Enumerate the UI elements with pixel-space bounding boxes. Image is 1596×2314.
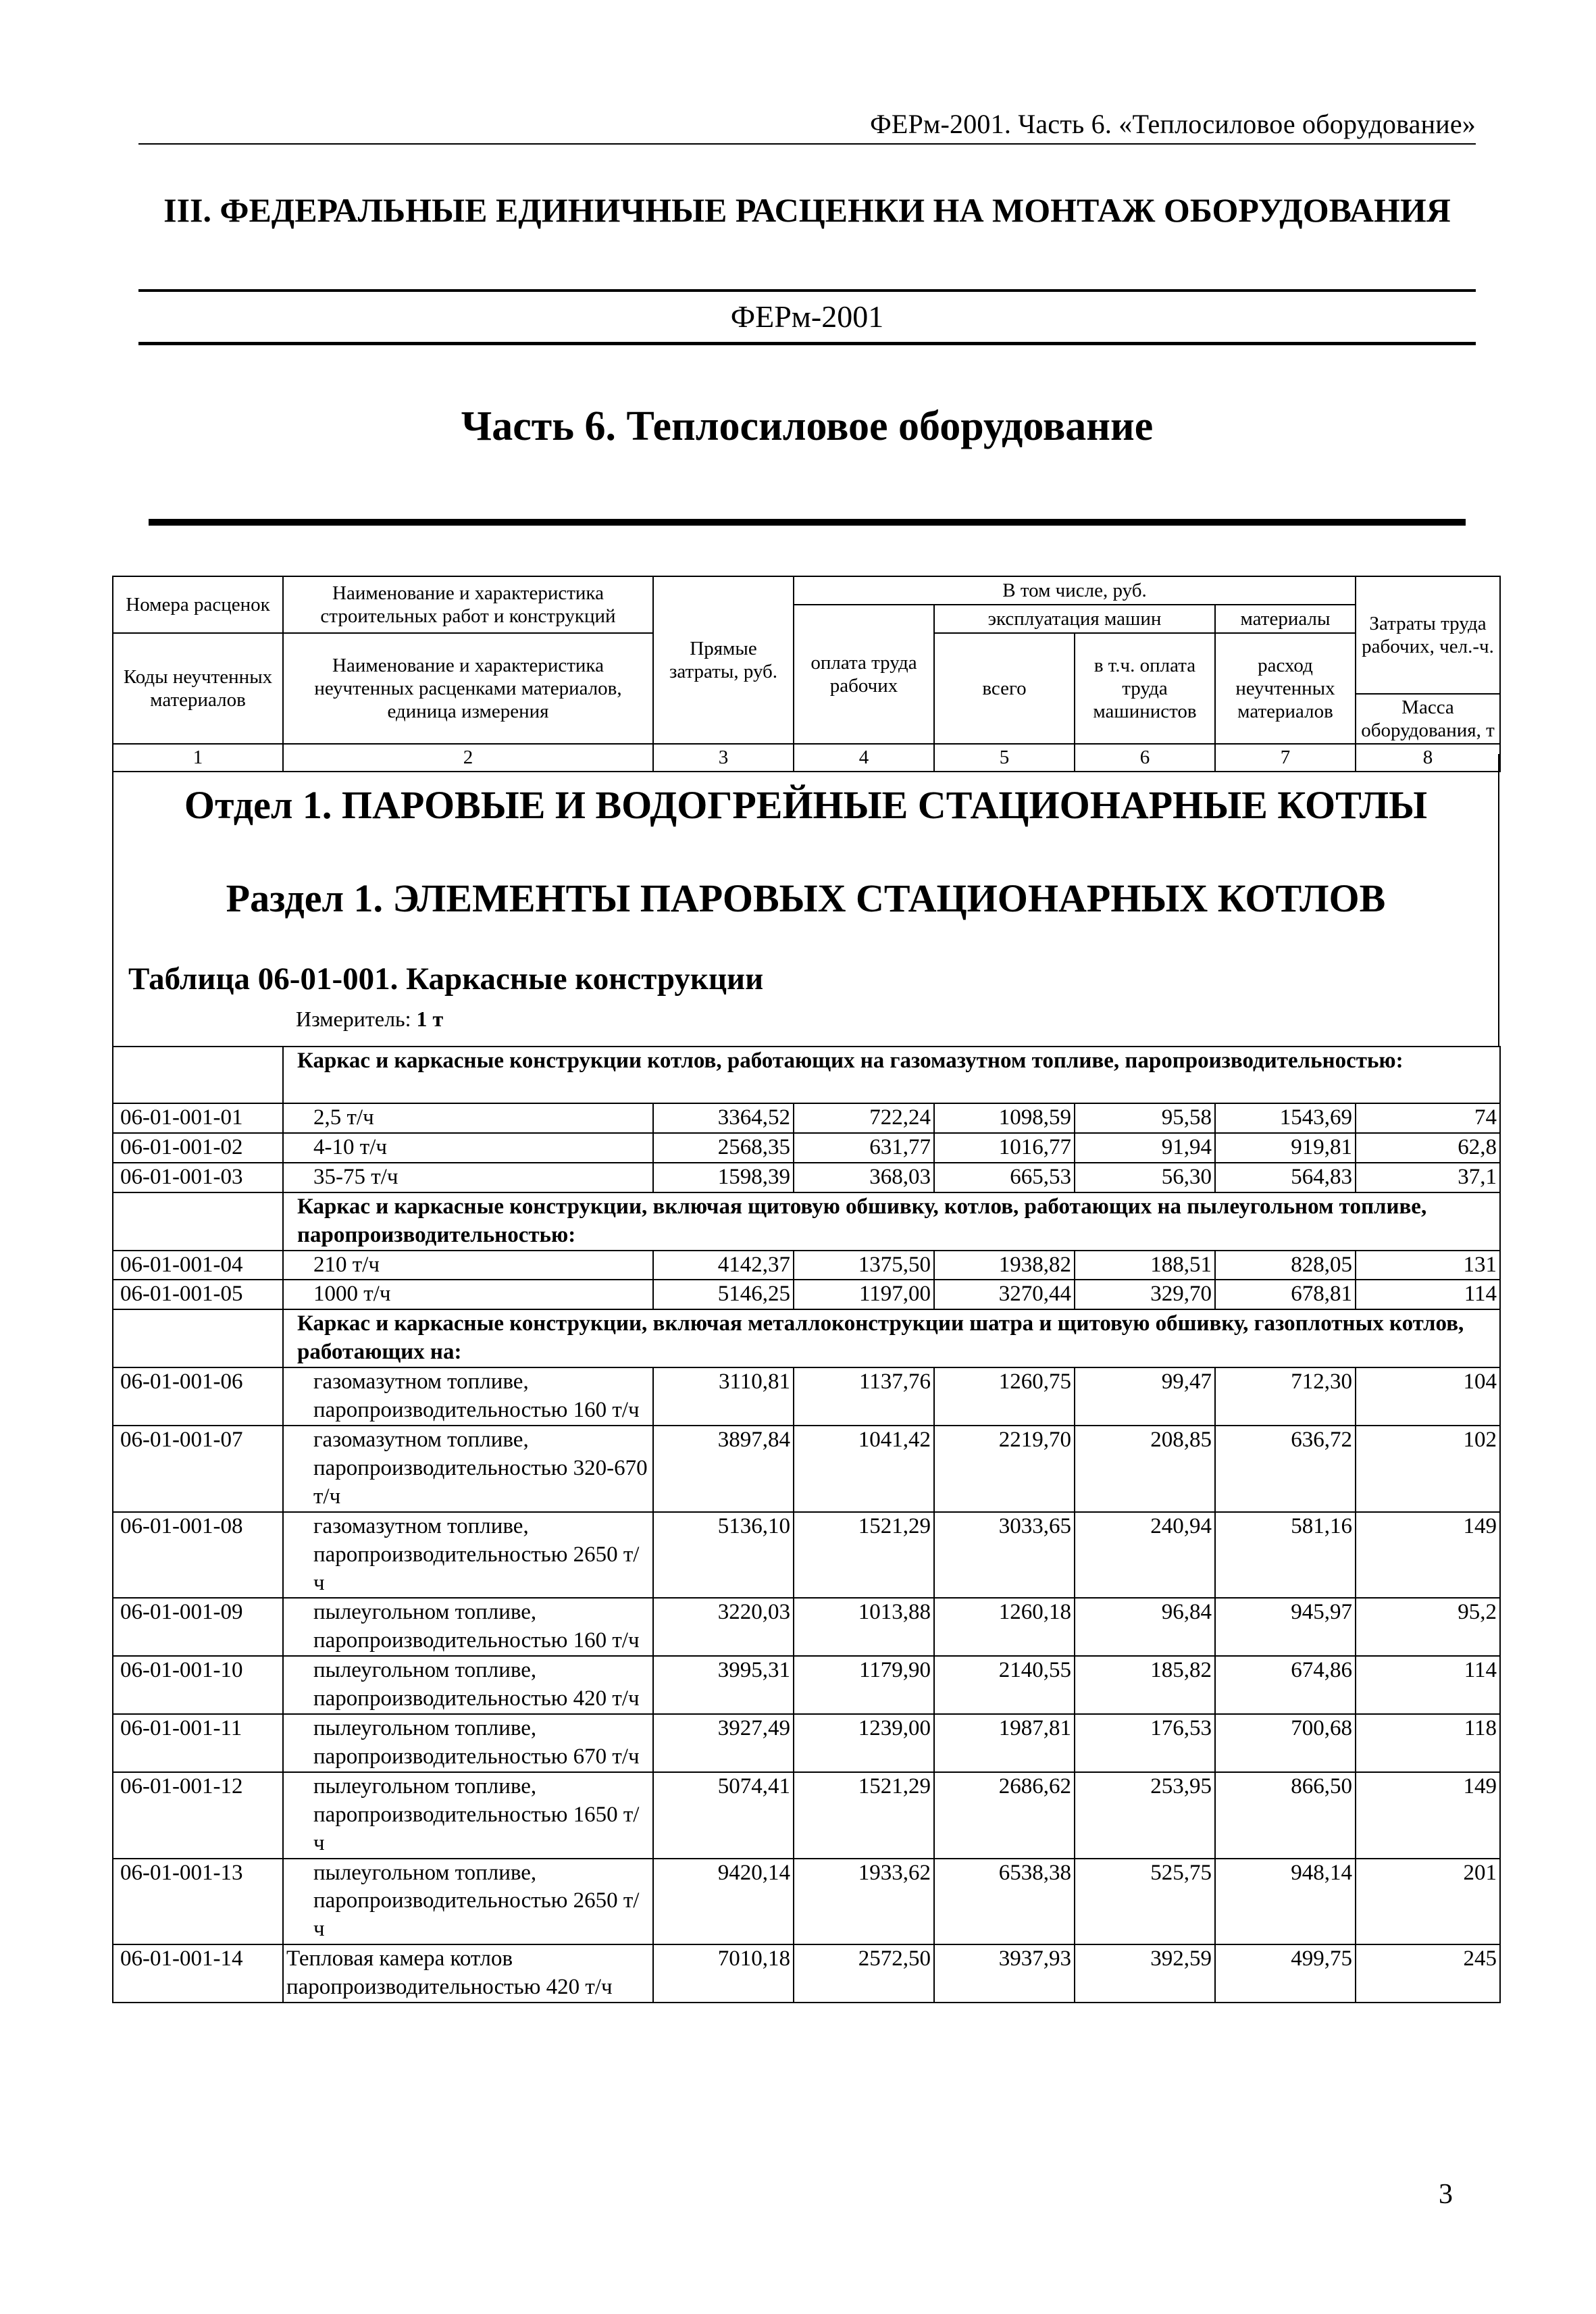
value-hours: 201: [1356, 1859, 1500, 1945]
group-header-row: [113, 1192, 1500, 1251]
group-heading: Каркас и каркасные конструкции, включая щитовую обшивку, котлов, работающих на пылеугольном топливе, паропроизводительностью:: [283, 1192, 1500, 1251]
value-mach: 3270,44: [934, 1280, 1075, 1309]
rate-code: 06-01-001-09: [113, 1598, 283, 1656]
value-labor: 1933,62: [794, 1859, 934, 1945]
value-labor: 631,77: [794, 1133, 934, 1163]
rate-name: [283, 1598, 653, 1656]
value-labor: 1197,00: [794, 1280, 934, 1309]
value-hours: 114: [1356, 1280, 1500, 1309]
value-mach: 1098,59: [934, 1103, 1075, 1133]
value-hours: 118: [1356, 1714, 1500, 1772]
measure-value: 1 т: [416, 1007, 444, 1031]
col-equipment-mass-header: Масса оборудования, т: [1356, 694, 1500, 744]
rate-name: [283, 1512, 653, 1599]
department-title: Отдел 1. ПАРОВЫЕ И ВОДОГРЕЙНЫЕ СТАЦИОНАРНЫЕ КОТЛЫ: [184, 783, 1428, 827]
value-direct: 5074,41: [653, 1772, 794, 1859]
part-title: Часть 6. Теплосиловое оборудование: [461, 403, 1154, 449]
col-machinists-pay-header: в т.ч. оплата труда машинистов: [1075, 633, 1215, 744]
rate-name: [283, 1251, 653, 1280]
rate-name-text: газомазутном топливе, паропроизводительностью 2650 т/ч: [313, 1513, 640, 1595]
rate-code: 06-01-001-01: [113, 1103, 283, 1133]
measure-unit: [296, 1007, 443, 1032]
group-code-cell: [113, 1309, 283, 1367]
value-labor: 1521,29: [794, 1772, 934, 1859]
value-mach: 6538,38: [934, 1859, 1075, 1945]
value-mach-labor: 96,84: [1075, 1598, 1215, 1656]
rate-code: 06-01-001-13: [113, 1859, 283, 1945]
value-mach: 3033,65: [934, 1512, 1075, 1599]
value-mach: 2686,62: [934, 1772, 1075, 1859]
value-mat: 636,72: [1215, 1426, 1356, 1512]
part-rule: [149, 519, 1466, 526]
column-number: 4: [794, 744, 934, 771]
col-labor-pay-header: оплата труда рабочих: [794, 605, 934, 744]
value-mat: 712,30: [1215, 1367, 1356, 1426]
rate-code: 06-01-001-08: [113, 1512, 283, 1599]
header-rule: [138, 143, 1476, 145]
rate-name: [283, 1944, 653, 2003]
code-rule-top: [138, 289, 1476, 292]
table-row: [113, 1426, 1500, 1512]
value-direct: 3927,49: [653, 1714, 794, 1772]
rate-code: 06-01-001-04: [113, 1251, 283, 1280]
group-heading: Каркас и каркасные конструкции, включая металлоконструкции шатра и щитовую обшивку, газоплотных котлов, работающих на:: [283, 1309, 1500, 1367]
table-row: [113, 1598, 1500, 1656]
rate-name-text: 1000 т/ч: [313, 1282, 391, 1307]
page-number: 3: [1439, 2179, 1453, 2210]
value-mach-labor: 185,82: [1075, 1656, 1215, 1714]
group-header-row: [113, 1047, 1500, 1103]
group-code-cell: [113, 1192, 283, 1251]
rate-name: [283, 1133, 653, 1163]
value-mach-labor: 91,94: [1075, 1133, 1215, 1163]
value-direct: 5146,25: [653, 1280, 794, 1309]
rate-name: [283, 1859, 653, 1945]
rate-name-text: Тепловая камера котлов паропроизводительностью 420 т/ч: [286, 1946, 613, 2000]
rate-name-text: 35-75 т/ч: [313, 1164, 398, 1189]
section-title: Раздел 1. ЭЛЕМЕНТЫ ПАРОВЫХ СТАЦИОНАРНЫХ КОТЛОВ: [226, 876, 1386, 920]
rate-name: [283, 1163, 653, 1192]
table-row: [113, 1859, 1500, 1945]
value-hours: 245: [1356, 1944, 1500, 2003]
value-labor: 1041,42: [794, 1426, 934, 1512]
rate-code: 06-01-001-05: [113, 1280, 283, 1309]
table-row: [113, 1163, 1500, 1192]
rate-name-text: пылеугольном топливе, паропроизводительностью 420 т/ч: [313, 1658, 640, 1711]
rate-name-text: газомазутном топливе, паропроизводительностью 160 т/ч: [313, 1369, 640, 1423]
column-number: 1: [113, 744, 283, 771]
value-hours: 149: [1356, 1512, 1500, 1599]
value-mat: 866,50: [1215, 1772, 1356, 1859]
table-title: Таблица 06-01-001. Каркасные конструкции: [128, 961, 764, 997]
value-hours: 114: [1356, 1656, 1500, 1714]
value-mach-labor: 188,51: [1075, 1251, 1215, 1280]
value-direct: 9420,14: [653, 1859, 794, 1945]
value-hours: 102: [1356, 1426, 1500, 1512]
rate-name-text: пылеугольном топливе, паропроизводительностью 160 т/ч: [313, 1600, 640, 1653]
rate-code: 06-01-001-07: [113, 1426, 283, 1512]
code-title: ФЕРм-2001: [730, 299, 884, 334]
code-rule-bottom: [138, 342, 1476, 345]
value-mach: 2140,55: [934, 1656, 1075, 1714]
value-mat: 564,83: [1215, 1163, 1356, 1192]
value-mach-labor: 329,70: [1075, 1280, 1215, 1309]
value-mach-labor: 240,94: [1075, 1512, 1215, 1599]
value-hours: 62,8: [1356, 1133, 1500, 1163]
value-mach: 1938,82: [934, 1251, 1075, 1280]
table-row: [113, 1251, 1500, 1280]
column-number: 2: [283, 744, 653, 771]
value-hours: 74: [1356, 1103, 1500, 1133]
materials-header: материалы: [1215, 605, 1356, 633]
rate-name: [283, 1426, 653, 1512]
value-mat: 499,75: [1215, 1944, 1356, 2003]
rate-name: [283, 1103, 653, 1133]
value-mach-labor: 176,53: [1075, 1714, 1215, 1772]
rate-name-text: пылеугольном топливе, паропроизводительностью 670 т/ч: [313, 1716, 640, 1769]
value-mat: 948,14: [1215, 1859, 1356, 1945]
value-mach: 1260,75: [934, 1367, 1075, 1426]
value-direct: 4142,37: [653, 1251, 794, 1280]
table-row: [113, 1280, 1500, 1309]
value-mat: 581,16: [1215, 1512, 1356, 1599]
rate-code: 06-01-001-14: [113, 1944, 283, 2003]
table-row: [113, 1512, 1500, 1599]
rate-name: [283, 1714, 653, 1772]
value-direct: 5136,10: [653, 1512, 794, 1599]
col-work-name-header: Наименование и характеристика строительных работ и конструкций: [283, 576, 653, 633]
table-row: [113, 1133, 1500, 1163]
value-hours: 131: [1356, 1251, 1500, 1280]
machines-header: эксплуатация машин: [934, 605, 1215, 633]
column-number: 6: [1075, 744, 1215, 771]
col-machines-total-header: всего: [934, 633, 1075, 744]
rate-name-text: пылеугольном топливе, паропроизводительностью 2650 т/ч: [313, 1860, 640, 1942]
value-direct: 1598,39: [653, 1163, 794, 1192]
table-row: [113, 1772, 1500, 1859]
value-mach: 1987,81: [934, 1714, 1075, 1772]
value-mach: 2219,70: [934, 1426, 1075, 1512]
rate-code: 06-01-001-12: [113, 1772, 283, 1859]
value-hours: 149: [1356, 1772, 1500, 1859]
value-direct: 3897,84: [653, 1426, 794, 1512]
table-row: [113, 1103, 1500, 1133]
col-material-name-header: Наименование и характеристика неучтенных расценками материалов, единица измерения: [283, 633, 653, 744]
value-direct: 2568,35: [653, 1133, 794, 1163]
value-labor: 1179,90: [794, 1656, 934, 1714]
col-rate-numbers-header: Номера расценок: [113, 576, 283, 633]
rate-name-text: 210 т/ч: [313, 1252, 380, 1277]
rate-name: [283, 1656, 653, 1714]
col-direct-costs-header: Прямые затраты, руб.: [653, 576, 794, 744]
value-labor: 1239,00: [794, 1714, 934, 1772]
value-mat: 828,05: [1215, 1251, 1356, 1280]
rate-code: 06-01-001-03: [113, 1163, 283, 1192]
table-row: [113, 1656, 1500, 1714]
value-mach-labor: 99,47: [1075, 1367, 1215, 1426]
value-hours: 95,2: [1356, 1598, 1500, 1656]
value-labor: 2572,50: [794, 1944, 934, 2003]
rate-code: 06-01-001-06: [113, 1367, 283, 1426]
value-mat: 1543,69: [1215, 1103, 1356, 1133]
column-number: 7: [1215, 744, 1356, 771]
column-number: 5: [934, 744, 1075, 771]
value-mach-labor: 525,75: [1075, 1859, 1215, 1945]
value-direct: 3995,31: [653, 1656, 794, 1714]
value-mach: 665,53: [934, 1163, 1075, 1192]
rate-code: 06-01-001-11: [113, 1714, 283, 1772]
value-mach: 1016,77: [934, 1133, 1075, 1163]
value-mach-labor: 253,95: [1075, 1772, 1215, 1859]
value-mat: 919,81: [1215, 1133, 1356, 1163]
value-direct: 3364,52: [653, 1103, 794, 1133]
rate-name-text: 2,5 т/ч: [313, 1105, 374, 1130]
value-direct: 7010,18: [653, 1944, 794, 2003]
rate-name-text: газомазутном топливе, паропроизводительностью 320-670 т/ч: [313, 1427, 648, 1509]
incl-header: В том числе, руб.: [794, 576, 1356, 605]
measure-label: Измеритель:: [296, 1007, 411, 1031]
value-direct: 3220,03: [653, 1598, 794, 1656]
value-labor: 1375,50: [794, 1251, 934, 1280]
rates-table: [112, 1046, 1501, 2003]
value-mat: 674,86: [1215, 1656, 1356, 1714]
rate-name: [283, 1772, 653, 1859]
value-hours: 37,1: [1356, 1163, 1500, 1192]
value-direct: 3110,81: [653, 1367, 794, 1426]
value-mach-labor: 56,30: [1075, 1163, 1215, 1192]
value-mach-labor: 95,58: [1075, 1103, 1215, 1133]
rate-code: 06-01-001-02: [113, 1133, 283, 1163]
running-header: ФЕРм-2001. Часть 6. «Теплосиловое оборудование»: [870, 109, 1476, 139]
rate-name-text: пылеугольном топливе, паропроизводительностью 1650 т/ч: [313, 1774, 640, 1855]
value-mat: 945,97: [1215, 1598, 1356, 1656]
rate-name-text: 4-10 т/ч: [313, 1134, 387, 1159]
col-material-codes-header: Коды неучтенных материалов: [113, 633, 283, 744]
col-labor-hours-header: Затраты труда рабочих, чел.-ч.: [1356, 576, 1500, 694]
table-row: [113, 1944, 1500, 2003]
rate-name: [283, 1280, 653, 1309]
table-row: [113, 1367, 1500, 1426]
value-labor: 1137,76: [794, 1367, 934, 1426]
group-heading: Каркас и каркасные конструкции котлов, работающих на газомазутном топливе, паропроизводительностью:: [283, 1047, 1500, 1103]
table-row: [113, 1714, 1500, 1772]
value-labor: 368,03: [794, 1163, 934, 1192]
value-mat: 678,81: [1215, 1280, 1356, 1309]
col-unaccounted-materials-header: расход неучтенных материалов: [1215, 633, 1356, 744]
rate-name: [283, 1367, 653, 1426]
section-block: [112, 754, 1499, 1046]
column-number: 3: [653, 744, 794, 771]
value-labor: 1521,29: [794, 1512, 934, 1599]
value-mat: 700,68: [1215, 1714, 1356, 1772]
table-header: [112, 576, 1501, 772]
value-mach-labor: 208,85: [1075, 1426, 1215, 1512]
value-mach: 1260,18: [934, 1598, 1075, 1656]
group-code-cell: [113, 1047, 283, 1103]
group-header-row: [113, 1309, 1500, 1367]
value-hours: 104: [1356, 1367, 1500, 1426]
value-mach-labor: 392,59: [1075, 1944, 1215, 2003]
rate-code: 06-01-001-10: [113, 1656, 283, 1714]
column-number: 8: [1356, 744, 1500, 771]
value-labor: 722,24: [794, 1103, 934, 1133]
main-title: III. ФЕДЕРАЛЬНЫЕ ЕДИНИЧНЫЕ РАСЦЕНКИ НА МОНТАЖ ОБОРУДОВАНИЯ: [163, 191, 1451, 229]
value-labor: 1013,88: [794, 1598, 934, 1656]
value-mach: 3937,93: [934, 1944, 1075, 2003]
